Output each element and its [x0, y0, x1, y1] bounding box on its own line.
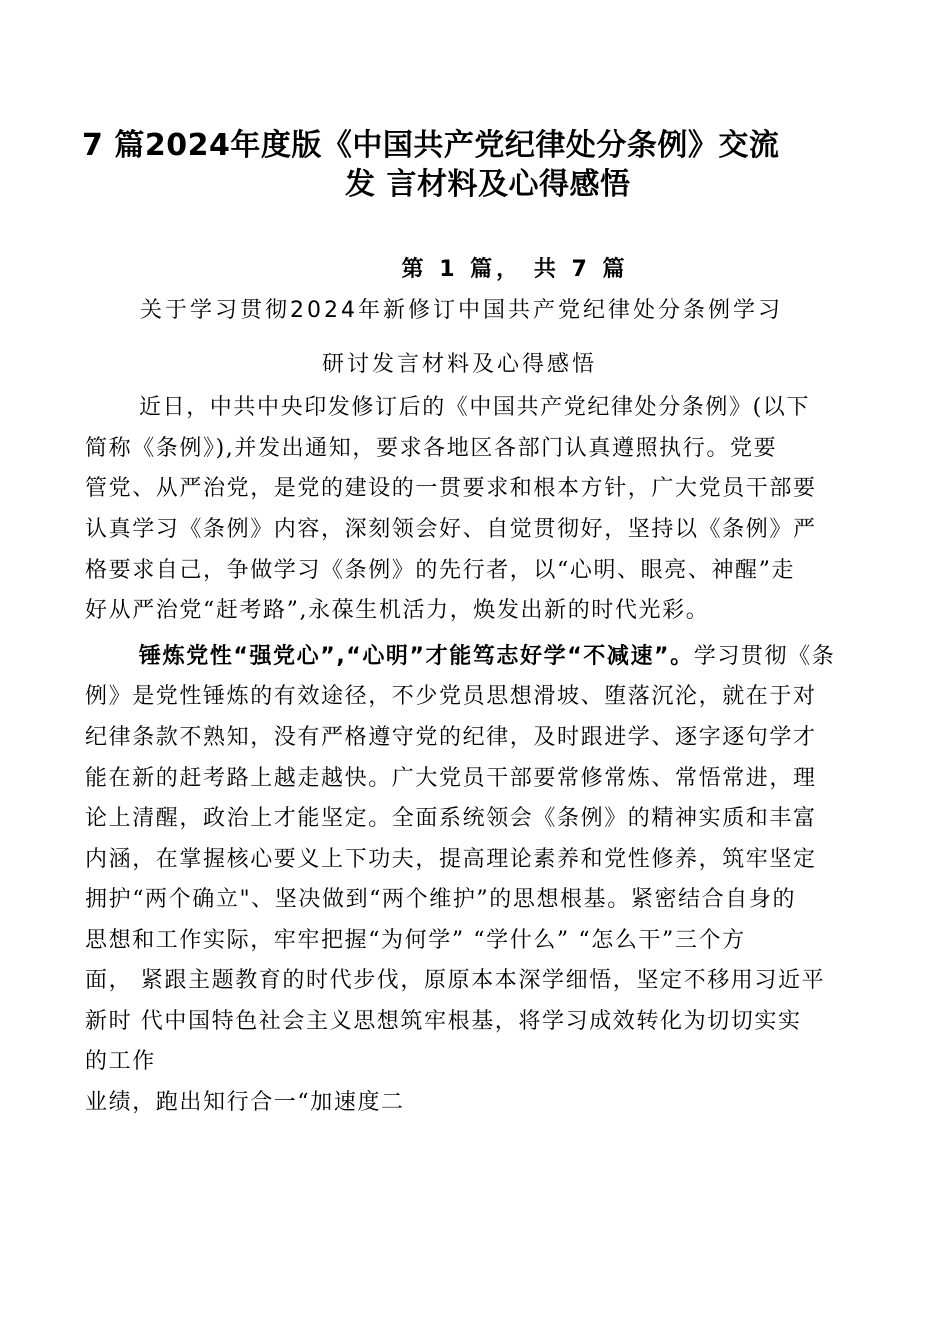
paragraph-2-line: 例》是党性锤炼的有效途径，不少党员思想滑坡、堕落沉沦，就在于对 [85, 684, 817, 709]
paragraph-1-line: 认真学习《条例》内容，深刻领会好、自觉贯彻好，坚持以《条例》严 [85, 517, 817, 542]
paragraph-1-line: 好从严治党“赶考路”,永葆生机活力，焕发出新的时代光彩。 [85, 598, 710, 623]
paragraph-2-line: 思想和工作实际，牢牢把握“为何学” “学什么” “怎么干”三个方 [85, 928, 746, 953]
paragraph-1-line: 管党、从严治党，是党的建设的一贯要求和根本方针，广大党员干部要 [85, 476, 817, 501]
paragraph-2-line: 论上清醒，政治上才能坚定。全面系统领会《条例》的精神实质和丰富 [85, 806, 817, 831]
article-subtitle-line-2: 研讨发言材料及心得感悟 [322, 352, 598, 377]
paragraph-2-line: 业绩，跑出知行合一“加速度二 [85, 1090, 405, 1115]
document-title-line-2: 发 言材料及心得感悟 [345, 167, 631, 202]
article-subtitle-line-1: 关于学习贯彻2024年新修订中国共产党纪律处分条例学习 [140, 298, 783, 323]
paragraph-2-first-line [139, 642, 875, 672]
chapter-marker: 第 1 篇， 共 7 篇 [401, 257, 629, 282]
paragraph-1-line: 简称《条例》),并发出通知，要求各地区各部门认真遵照执行。党要 [85, 436, 778, 461]
paragraph-2-line: 内涵，在掌握核心要义上下功夫，提高理论素养和党性修养，筑牢坚定 [85, 847, 817, 872]
paragraph-2-lead: 锤炼党性“强党心”,“心明”才能笃志好学“不减速”。 [139, 644, 694, 669]
document-title-line-1: 7 篇2024年度版《中国共产党纪律处分条例》交流 [82, 128, 780, 163]
paragraph-2-line: 能在新的赶考路上越走越快。广大党员干部要常修常炼、常悟常进，理 [85, 766, 817, 791]
paragraph-2-line: 纪律条款不熟知，没有严格遵守党的纪律，及时跟进学、逐字逐句学才 [85, 725, 817, 750]
paragraph-2-first-rest: 学习贯彻《条 [693, 644, 836, 669]
paragraph-1-line: 近日，中共中央印发修订后的《中国共产党纪律处分条例》(以下 [139, 395, 810, 420]
paragraph-1-line: 格要求自己，争做学习《条例》的先行者，以“心明、眼亮、神醒”走 [85, 558, 796, 583]
paragraph-2-line: 面， 紧跟主题教育的时代步伐，原原本本深学细悟，坚定不移用习近平 [85, 968, 826, 993]
paragraph-2-line: 拥护“两个确立"、坚决做到“两个维护”的思想根基。紧密结合自身的 [85, 887, 797, 912]
paragraph-2-line: 新时 代中国特色社会主义思想筑牢根基，将学习成效转化为切切实实 [85, 1009, 802, 1034]
paragraph-2-line: 的工作 [85, 1049, 156, 1074]
